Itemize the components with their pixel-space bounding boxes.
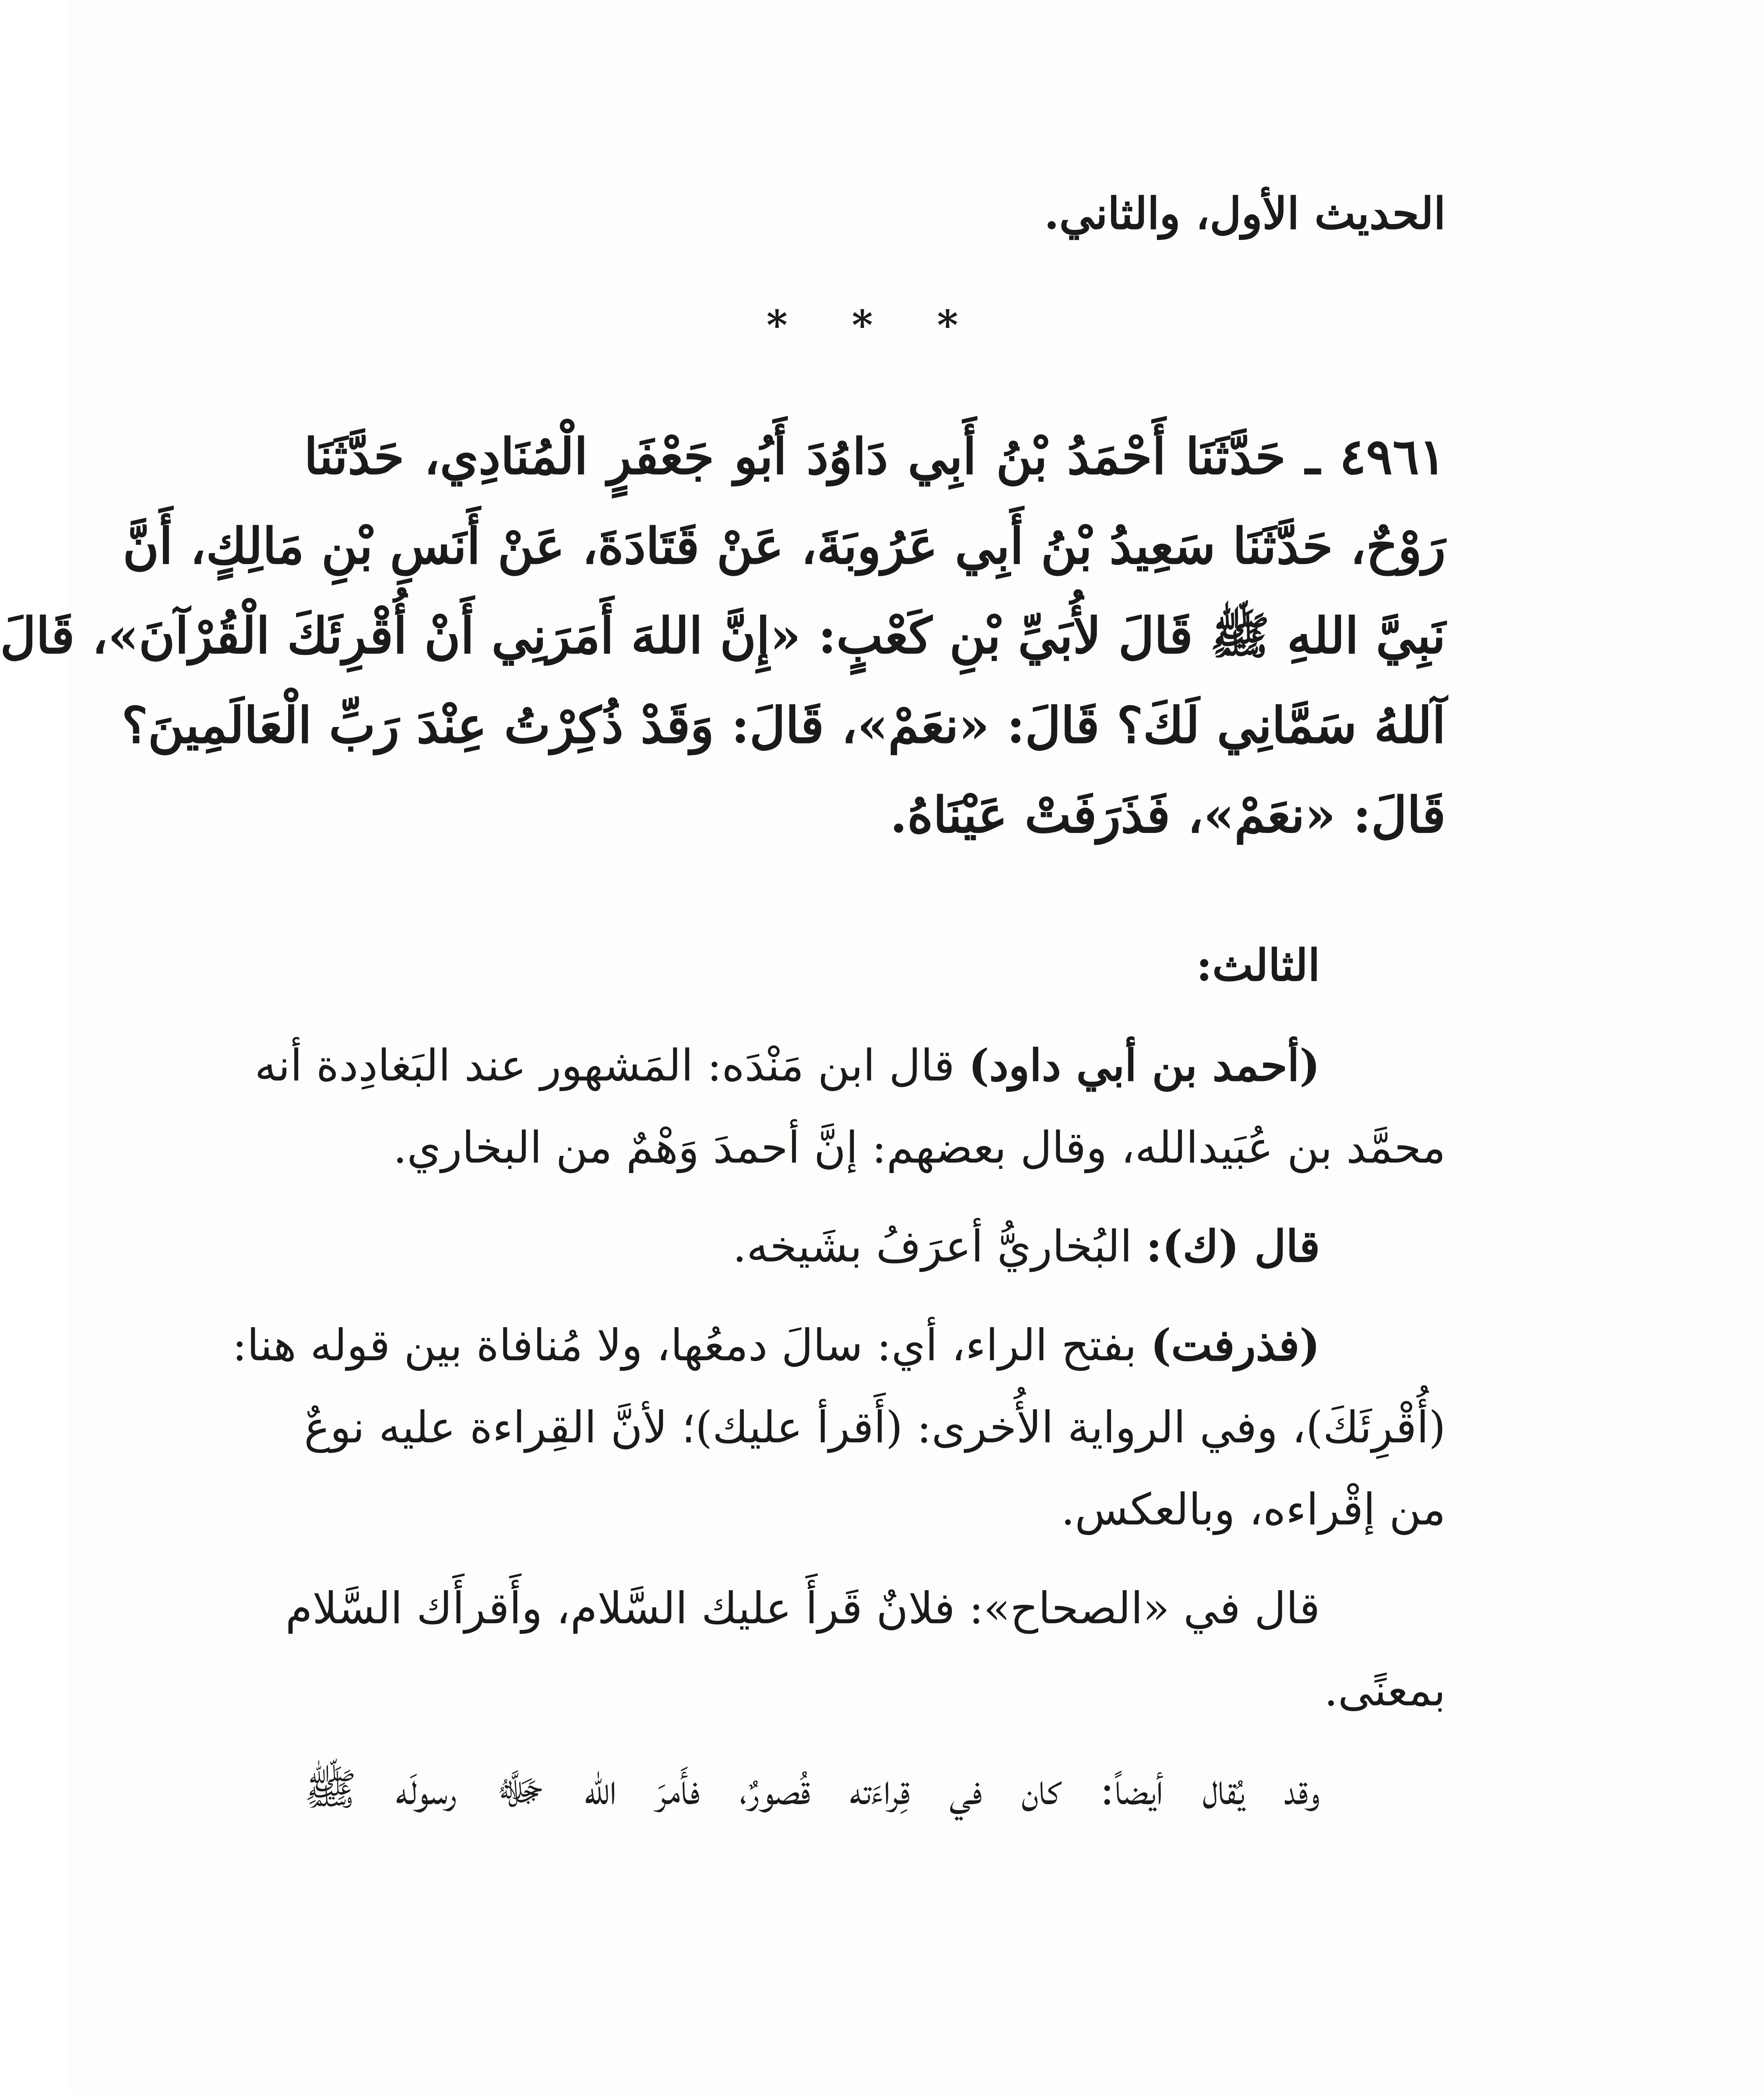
commentary-text [232,1024,1446,1830]
bold-term: (فذرفت) [1150,1319,1320,1371]
commentary-fragment: البُخاريُّ أعرَفُ بشَيخه. [732,1221,1146,1272]
commentary-paragraph [304,1205,1446,1287]
hadith-text [0,412,1446,860]
hadith-line: ٤٩٦١ ـ حَدَّثَنَا أَحْمَدُ بْنُ أَبِي دَاوُدَ أَبُو جَعْفَرٍ الْمُنَادِي، حَدَّثَنَا [304,427,1446,485]
commentary-line: بمعنًى. [1324,1665,1446,1716]
commentary-line: محمَّد بن عُبَيدالله، وقال بعضهم: إنَّ أحمدَ وَهْمٌ من البخاري. [393,1122,1446,1173]
commentary-paragraph [255,1024,1446,1189]
commentary-line: من إقْراءه، وبالعكس. [1061,1484,1446,1535]
hadith-line: نَبِيَّ اللهِ ﷺ قَالَ لأُبَيِّ بْنِ كَعْبٍ: «إِنَّ اللهَ أَمَرَنِي أَنْ أُقْرِئَكَ الْقُرْآنَ»، قَالَ [0,606,1446,665]
section-separator: * * * [766,302,983,349]
commentary-paragraph [232,1304,1446,1550]
commentary-paragraph [304,1748,1446,1830]
commentary-line [304,1205,1446,1287]
bold-term: قال (ك): [1146,1220,1320,1272]
hadith-line: رَوْحٌ، حَدَّثَنَا سَعِيدُ بْنُ أَبِي عَرُوبَةَ، عَنْ قَتَادَةَ، عَنْ أَنَسِ بْنِ مَالِكٍ، أَنَّ [123,517,1446,575]
commentary-paragraph [285,1567,1446,1731]
commentary-line [232,1304,1446,1386]
section-heading [304,184,1446,243]
commentary-line: وقد يُقال أيضاً: كان في قِراءَته قُصورٌ، فأَمرَ الله ﷻ رسولَه ﷺ [304,1764,1320,1815]
commentary-line: (أُقْرِئَكَ)، وفي الرواية الأُخرى: (أَقرأ عليك)؛ لأنَّ القِراءة عليه نوعٌ [304,1402,1446,1453]
hadith-line: آللهُ سَمَّانِي لَكَ؟ قَالَ: «نعَمْ»، قَالَ: وَقَدْ ذُكِرْتُ عِنْدَ رَبِّ الْعَالَمِينَ؟ [121,696,1446,754]
commentary-title: الثالث: [1196,939,1320,991]
heading-line: الحديث الأول، والثاني. [1044,188,1446,239]
commentary-fragment: قال ابن مَنْدَه: المَشهور عند البَغادِدة أنه [255,1040,969,1091]
bold-term: (أحمد بن أبي داود) [968,1039,1320,1091]
hadith-line: قَالَ: «نعَمْ»، فَذَرَفَتْ عَيْنَاهُ. [890,786,1446,844]
commentary-line: قال في «الصحاح»: فلانٌ قَرأَ عليك السَّلام، وأَقرأَك السَّلام [285,1583,1320,1634]
page-content [0,184,1446,1830]
commentary-fragment: بفتح الراء، أي: سالَ دمعُها، ولا مُنافاة بين قوله هنا: [232,1320,1151,1371]
commentary-line [255,1024,1446,1106]
